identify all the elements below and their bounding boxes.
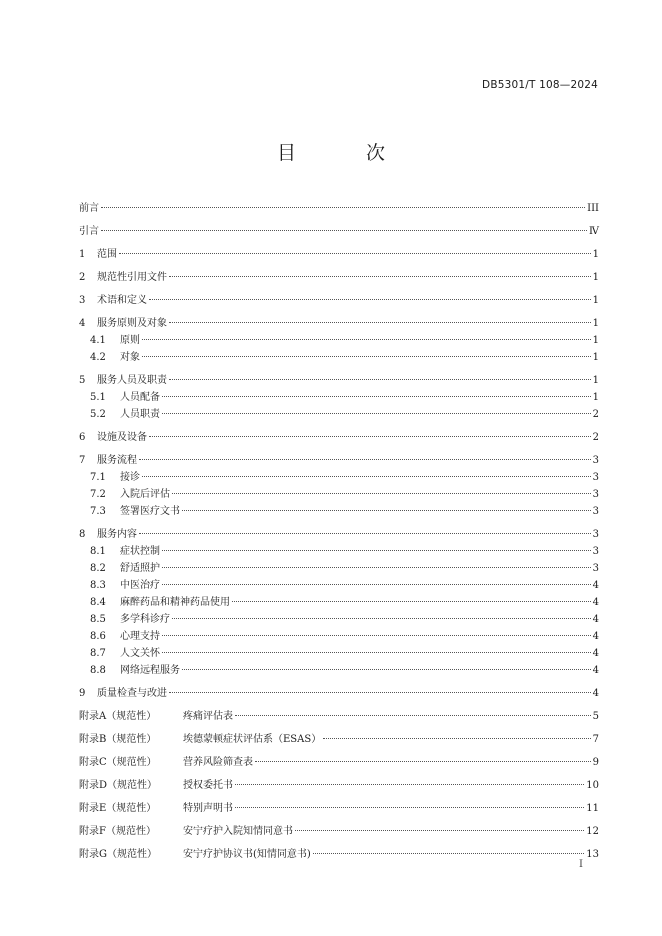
toc-entry-5-1[interactable] bbox=[79, 389, 599, 406]
dot-leader bbox=[235, 784, 584, 785]
dot-leader bbox=[182, 510, 591, 511]
toc-entry-text: 对象 bbox=[120, 352, 140, 363]
toc-entry-text: 签署医疗文书 bbox=[120, 506, 180, 517]
toc-entry-number: 5.2 bbox=[90, 409, 106, 420]
toc-entry-text: 设施及设备 bbox=[97, 432, 147, 443]
toc-entry-8-3[interactable] bbox=[79, 577, 599, 594]
toc-entry-text: 服务内容 bbox=[97, 529, 137, 540]
dot-leader bbox=[162, 567, 591, 568]
dot-leader bbox=[139, 533, 591, 534]
toc-page-number: 9 bbox=[592, 757, 599, 768]
toc-page-number: 4 bbox=[592, 580, 599, 591]
toc-entry-8-7[interactable] bbox=[79, 645, 599, 662]
toc-page-number: 2 bbox=[592, 409, 599, 420]
toc-entry-text: 疼痛评估表 bbox=[183, 711, 233, 722]
toc-page-number: 2 bbox=[592, 432, 599, 443]
toc-page-number: 1 bbox=[592, 318, 599, 329]
page-number: I bbox=[579, 859, 583, 870]
toc-page-number: 1 bbox=[592, 392, 599, 403]
toc-entry-appendix-b[interactable] bbox=[79, 731, 599, 748]
toc-entry-number: 1 bbox=[79, 249, 86, 260]
toc-entry-text: 入院后评估 bbox=[120, 489, 170, 500]
toc-entry-text: 营养风险筛查表 bbox=[183, 757, 253, 768]
toc-entry-4-2[interactable] bbox=[79, 349, 599, 366]
toc-entry-text: 多学科诊疗 bbox=[120, 614, 170, 625]
dot-leader bbox=[323, 738, 590, 739]
toc-entry-8-2[interactable] bbox=[79, 560, 599, 577]
toc-page-number: 12 bbox=[586, 826, 599, 837]
toc-entry-text: 中医治疗 bbox=[120, 580, 160, 591]
toc-entry-number: 附录F（规范性） bbox=[79, 826, 156, 837]
toc-entry-text: 埃德蒙顿症状评估系（ESAS） bbox=[183, 734, 322, 745]
toc-entry-text: 范围 bbox=[97, 249, 117, 260]
toc-entry-7[interactable] bbox=[79, 452, 599, 469]
dot-leader bbox=[313, 853, 584, 854]
dot-leader bbox=[235, 807, 584, 808]
toc-entry-number: 附录D（规范性） bbox=[79, 780, 158, 791]
toc-page-number: 3 bbox=[592, 489, 599, 500]
toc-entry-number: 附录B（规范性） bbox=[79, 734, 157, 745]
toc-entry-number: 8.5 bbox=[90, 614, 106, 625]
toc-page-number: 10 bbox=[586, 780, 599, 791]
toc-entry-appendix-c[interactable] bbox=[79, 754, 599, 771]
toc-entry-text: 服务原则及对象 bbox=[97, 318, 167, 329]
toc-entry-5-2[interactable] bbox=[79, 406, 599, 423]
toc-entry-appendix-a[interactable] bbox=[79, 708, 599, 725]
toc-page-number: 4 bbox=[592, 597, 599, 608]
toc-entry-number: 8 bbox=[79, 529, 86, 540]
toc-entry-8-8[interactable] bbox=[79, 662, 599, 679]
toc-entry-4-1[interactable] bbox=[79, 332, 599, 349]
toc-entry-4[interactable] bbox=[79, 315, 599, 332]
toc-entry-number: 8.8 bbox=[90, 665, 106, 676]
toc-entry-appendix-f[interactable] bbox=[79, 823, 599, 840]
toc-entry-number: 8.7 bbox=[90, 648, 106, 659]
toc-page-number: 11 bbox=[586, 803, 599, 814]
dot-leader bbox=[172, 618, 591, 619]
toc-entry-number: 附录E（规范性） bbox=[79, 803, 157, 814]
toc-page-number: 4 bbox=[592, 631, 599, 642]
toc-page-number: 4 bbox=[592, 688, 599, 699]
toc-entry-appendix-g[interactable] bbox=[79, 846, 599, 863]
toc-entry-text: 服务流程 bbox=[97, 455, 137, 466]
toc-entry-text: 原则 bbox=[120, 335, 140, 346]
toc-page-number: 3 bbox=[592, 455, 599, 466]
toc-entry-text: 特别声明书 bbox=[183, 803, 233, 814]
dot-leader bbox=[235, 715, 591, 716]
toc-entry-7-3[interactable] bbox=[79, 503, 599, 520]
toc-entry-text: 质量检查与改进 bbox=[97, 688, 167, 699]
toc-entry-number: 8.1 bbox=[90, 546, 106, 557]
toc-entry-number: 7.1 bbox=[90, 472, 106, 483]
toc-page-number: 1 bbox=[592, 249, 599, 260]
dot-leader bbox=[101, 230, 587, 231]
toc-entry-8[interactable] bbox=[79, 526, 599, 543]
toc-entry-1[interactable] bbox=[79, 246, 599, 263]
toc-entry-text: 规范性引用文件 bbox=[97, 272, 167, 283]
dot-leader bbox=[295, 830, 584, 831]
toc-entry-number: 8.2 bbox=[90, 563, 106, 574]
toc-page-number: 1 bbox=[592, 375, 599, 386]
dot-leader bbox=[255, 761, 591, 762]
dot-leader bbox=[169, 322, 591, 323]
toc-entry-number: 8.6 bbox=[90, 631, 106, 642]
toc-entry-5[interactable] bbox=[79, 372, 599, 389]
toc-entry-number: 6 bbox=[79, 432, 86, 443]
dot-leader bbox=[169, 379, 591, 380]
toc-entry-text: 安宁疗护入院知情同意书 bbox=[183, 826, 293, 837]
toc-entry-text: 服务人员及职责 bbox=[97, 375, 167, 386]
toc-entry-number: 4 bbox=[79, 318, 86, 329]
toc-entry-7-2[interactable] bbox=[79, 486, 599, 503]
toc-entry-number: 7.3 bbox=[90, 506, 106, 517]
toc-entry-text: 授权委托书 bbox=[183, 780, 233, 791]
toc-entry-text: 安宁疗护协议书(知情同意书) bbox=[183, 849, 311, 860]
dot-leader bbox=[162, 413, 591, 414]
toc-entry-text: 舒适照护 bbox=[120, 563, 160, 574]
toc-entry-text: 术语和定义 bbox=[97, 295, 147, 306]
toc-page-number: 4 bbox=[592, 665, 599, 676]
dot-leader bbox=[182, 669, 591, 670]
dot-leader bbox=[139, 459, 591, 460]
toc-page-number: III bbox=[587, 203, 599, 214]
toc-entry-appendix-e[interactable] bbox=[79, 800, 599, 817]
toc-page-number: 1 bbox=[592, 272, 599, 283]
dot-leader bbox=[169, 276, 591, 277]
toc-entry-text: 前言 bbox=[79, 203, 99, 214]
toc-entry-number: 7.2 bbox=[90, 489, 106, 500]
toc-entry-number: 8.4 bbox=[90, 597, 106, 608]
toc-page-number: 1 bbox=[592, 295, 599, 306]
toc-entry-8-4[interactable] bbox=[79, 594, 599, 611]
toc-entry-foreword[interactable] bbox=[79, 200, 599, 217]
toc-page-number: 3 bbox=[592, 472, 599, 483]
dot-leader bbox=[149, 299, 591, 300]
dot-leader bbox=[162, 396, 591, 397]
dot-leader bbox=[142, 476, 591, 477]
toc-entry-text: 人员配备 bbox=[120, 392, 160, 403]
toc-page-number: 1 bbox=[592, 352, 599, 363]
toc-page-number: 7 bbox=[592, 734, 599, 745]
toc-entry-number: 2 bbox=[79, 272, 86, 283]
table-of-contents bbox=[79, 200, 599, 863]
toc-page-number: 3 bbox=[592, 506, 599, 517]
toc-entry-6[interactable] bbox=[79, 429, 599, 446]
toc-page-number: 4 bbox=[592, 648, 599, 659]
toc-entry-9[interactable] bbox=[79, 685, 599, 702]
toc-entry-8-5[interactable] bbox=[79, 611, 599, 628]
toc-entry-text: 心理支持 bbox=[120, 631, 160, 642]
dot-leader bbox=[172, 493, 591, 494]
toc-entry-text: 接诊 bbox=[120, 472, 140, 483]
toc-entry-text: 人员职责 bbox=[120, 409, 160, 420]
toc-entry-text: 症状控制 bbox=[120, 546, 160, 557]
toc-entry-number: 5.1 bbox=[90, 392, 106, 403]
toc-page-number: 5 bbox=[592, 711, 599, 722]
dot-leader bbox=[162, 635, 591, 636]
dot-leader bbox=[232, 601, 591, 602]
dot-leader bbox=[101, 207, 585, 208]
toc-entry-3[interactable] bbox=[79, 292, 599, 309]
toc-entry-text: 网络远程服务 bbox=[120, 665, 180, 676]
toc-entry-text: 引言 bbox=[79, 226, 99, 237]
page-title: 目 次 bbox=[276, 142, 418, 164]
toc-entry-8-6[interactable] bbox=[79, 628, 599, 645]
toc-entry-number: 4.1 bbox=[90, 335, 106, 346]
standard-number: DB5301/T 108—2024 bbox=[482, 79, 598, 91]
dot-leader bbox=[142, 356, 591, 357]
toc-entry-text: 麻醉药品和精神药品使用 bbox=[120, 597, 230, 608]
toc-page-number: Ⅳ bbox=[589, 226, 599, 237]
toc-entry-introduction[interactable] bbox=[79, 223, 599, 240]
toc-entry-8-1[interactable] bbox=[79, 543, 599, 560]
dot-leader bbox=[119, 253, 591, 254]
toc-entry-2[interactable] bbox=[79, 269, 599, 286]
toc-page-number: 3 bbox=[592, 563, 599, 574]
dot-leader bbox=[142, 339, 591, 340]
toc-entry-number: 7 bbox=[79, 455, 86, 466]
toc-page-number: 1 bbox=[592, 335, 599, 346]
toc-entry-number: 3 bbox=[79, 295, 86, 306]
toc-entry-7-1[interactable] bbox=[79, 469, 599, 486]
toc-page-number: 3 bbox=[592, 546, 599, 557]
toc-entry-number: 附录G（规范性） bbox=[79, 849, 157, 860]
toc-entry-number: 附录C（规范性） bbox=[79, 757, 157, 768]
dot-leader bbox=[162, 550, 591, 551]
toc-entry-number: 4.2 bbox=[90, 352, 106, 363]
dot-leader bbox=[162, 652, 591, 653]
dot-leader bbox=[162, 584, 591, 585]
toc-entry-number: 8.3 bbox=[90, 580, 106, 591]
toc-entry-text: 人文关怀 bbox=[120, 648, 160, 659]
toc-page-number: 3 bbox=[592, 529, 599, 540]
toc-page-number: 4 bbox=[592, 614, 599, 625]
toc-entry-number: 5 bbox=[79, 375, 86, 386]
toc-page-number: 13 bbox=[586, 849, 599, 860]
dot-leader bbox=[169, 692, 591, 693]
toc-entry-number: 9 bbox=[79, 688, 86, 699]
toc-entry-appendix-d[interactable] bbox=[79, 777, 599, 794]
toc-entry-number: 附录A（规范性） bbox=[79, 711, 157, 722]
dot-leader bbox=[149, 436, 591, 437]
